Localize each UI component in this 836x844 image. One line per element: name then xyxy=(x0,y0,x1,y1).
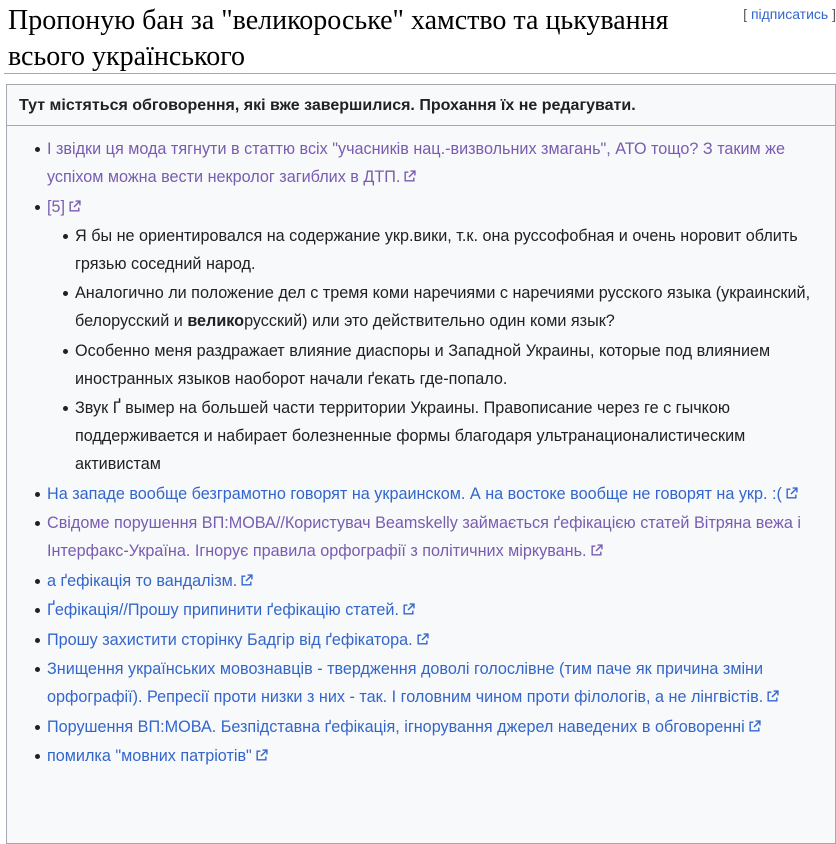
external-link-icon xyxy=(785,487,798,500)
topic-link-text: Ґефікація//Прошу припинити ґефікацію статей. xyxy=(47,601,399,619)
sub-item-text-start: Аналогично ли положение дел с тремя коми наречиями с наречиями русского языка (украинский, белорусский и xyxy=(75,284,811,330)
list-item xyxy=(47,713,827,741)
external-link-icon xyxy=(402,603,415,616)
sub-list-item xyxy=(75,394,827,478)
topic-link[interactable] xyxy=(47,198,81,216)
external-link-icon xyxy=(240,574,253,587)
subscribe-control xyxy=(743,4,836,24)
topic-link-text: а ґефікація то вандалізм. xyxy=(47,571,238,590)
subscribe-bracket-close: ] xyxy=(828,6,836,22)
external-link-icon xyxy=(590,544,603,557)
topic-link[interactable] xyxy=(47,747,268,765)
archive-notice: Тут містяться обговорення, які вже завершилися. Прохання їх не редагувати. xyxy=(19,97,636,114)
topic-link-text: Свідоме порушення ВП:МОВА//Користувач Beamskelly займається ґефікацією статей Вітряна вежа і Інтерфакс-Україна. Ігнорує правила орфографії з політичних міркувань. xyxy=(47,514,801,560)
sub-list-item xyxy=(75,222,827,278)
list-item xyxy=(47,480,827,508)
section-title: Пропоную бан за "великороське" хамство та цькування всього українського xyxy=(8,5,669,72)
sub-list xyxy=(75,222,827,479)
topic-link-text: І звідки ця мода тягнути в статтю всіх "учасників нац.-визвольних змагань", АТО тощо? З таким же успіхом можна вести некролог загиблих в ДТП. xyxy=(47,140,786,186)
sub-item-text-end: русский) или это действительно один коми язык? xyxy=(244,312,615,330)
topic-link[interactable] xyxy=(47,660,779,706)
sub-item-text: Я бы не ориентировался на содержание укр.вики, т.к. она руссофобная и очень норовит облить грязью соседний народ. xyxy=(75,226,798,273)
external-link-icon xyxy=(255,749,268,762)
topic-link[interactable] xyxy=(47,514,801,560)
sub-item-text: Особенно меня раздражает влияние диаспоры и Западной Украины, которые под влиянием иностранных языков наоборот начали ґекать где-попало. xyxy=(75,341,771,388)
list-item xyxy=(47,655,827,711)
topic-link[interactable] xyxy=(47,572,253,590)
subscribe-link[interactable]: підписатись xyxy=(750,6,829,22)
topic-link[interactable] xyxy=(47,485,798,503)
external-link-icon xyxy=(416,633,429,646)
external-link-icon xyxy=(403,170,416,183)
sub-item-text: Звук Ґ вымер на большей части территории Украины. Правописание через ге с гычкою поддерживается и набирает болезненные формы благодаря ультранационалистическим активистам xyxy=(75,399,746,473)
sub-list-item xyxy=(75,337,827,393)
divider xyxy=(7,125,836,126)
topic-link-text: [5] xyxy=(47,197,65,216)
external-link-icon xyxy=(766,690,779,703)
archived-discussion-box xyxy=(6,84,836,844)
topic-link[interactable] xyxy=(47,718,761,736)
topic-link[interactable] xyxy=(47,601,415,619)
list-item xyxy=(47,135,827,191)
sub-list-item xyxy=(75,279,827,335)
topic-link-text: Знищення українських мовознавців - твердження доволі голослівне (тим паче як причина зміни орфографії). Репресії проти низки з них - так. І головним чином проти філологів, а не лінгвістів. xyxy=(47,660,764,706)
external-link-icon xyxy=(68,200,81,213)
list-item xyxy=(47,596,827,624)
list-item xyxy=(47,626,827,654)
topic-link-text: Порушення ВП:МОВА. Безпідставна ґефікація, ігнорування джерел наведених в обговоренні xyxy=(47,717,745,736)
list-item xyxy=(47,509,827,565)
list-item xyxy=(47,193,827,479)
external-link-icon xyxy=(748,720,761,733)
topic-link[interactable] xyxy=(47,140,785,186)
topic-link-text: помилка "мовних патріотів" xyxy=(47,747,252,765)
topic-link-text: Прошу захистити сторінку Бадгір від ґефікатора. xyxy=(47,630,413,649)
list-item xyxy=(47,742,827,770)
subscribe-bracket-open: [ xyxy=(743,6,751,22)
heading-area xyxy=(4,0,836,74)
topic-link-text: На западе вообще безграмотно говорят на украинском. А на востоке вообще не говорят на укр. :( xyxy=(47,484,782,503)
sub-item-bold-text: велико xyxy=(187,312,245,330)
discussion-list xyxy=(47,135,827,770)
list-item xyxy=(47,567,827,595)
topic-link[interactable] xyxy=(47,631,429,649)
